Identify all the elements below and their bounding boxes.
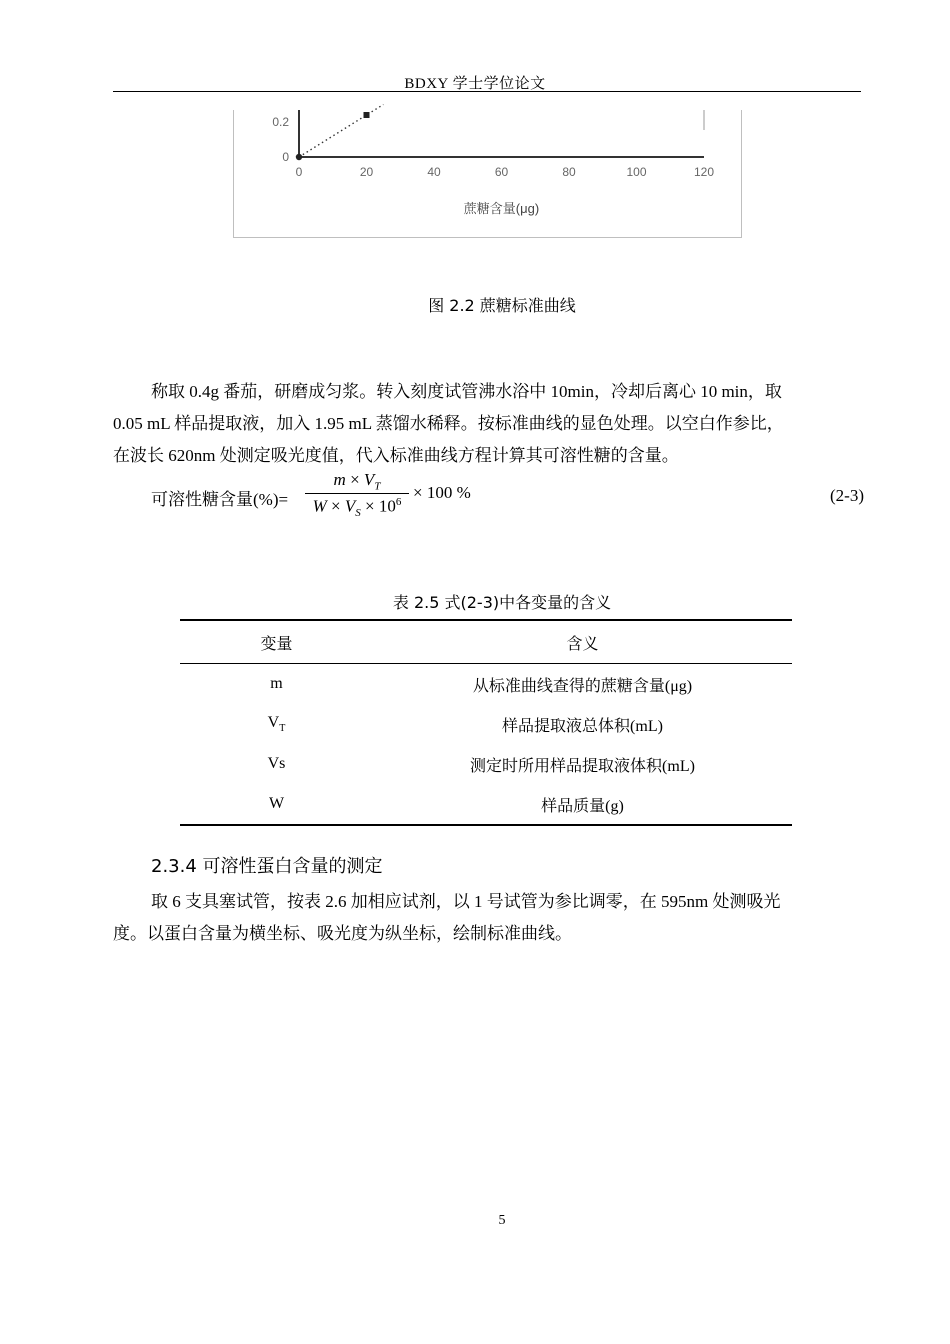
paragraph-protein bbox=[113, 886, 873, 950]
y-tick-label: 0 bbox=[282, 150, 289, 164]
x-tick-label: 80 bbox=[562, 165, 576, 179]
formula-operator: × 10 bbox=[360, 496, 396, 516]
paragraph-method bbox=[113, 376, 873, 472]
formula-label: 可溶性糖含量(%)= bbox=[151, 490, 289, 509]
formula-numerator bbox=[305, 470, 409, 492]
table-caption: 表 2.5 式(2-3)中各变量的含义 bbox=[392, 593, 612, 612]
table-cell-meaning: 样品质量(g) bbox=[541, 797, 624, 815]
x-tick-label: 20 bbox=[359, 165, 374, 179]
header-rule bbox=[113, 91, 861, 92]
formula-times-100: × 100 % bbox=[413, 483, 471, 502]
formula-symbol: W bbox=[312, 496, 327, 516]
formula-denominator bbox=[305, 496, 409, 519]
x-tick-label: 60 bbox=[494, 165, 509, 179]
table-row bbox=[180, 664, 792, 704]
table-row bbox=[180, 744, 792, 784]
x-axis-label: 蔗糖含量(μg) bbox=[463, 201, 540, 216]
table-header-row bbox=[180, 621, 792, 663]
x-tick-label: 120 bbox=[693, 165, 715, 179]
equation-number: (2-3) bbox=[830, 486, 864, 505]
fraction-bar bbox=[305, 493, 409, 494]
page-header: BDXY 学士学位论文 bbox=[404, 76, 546, 92]
table-cell-meaning: 从标准曲线查得的蔗糖含量(μg) bbox=[472, 677, 693, 695]
paragraph-line: 在波长 620nm 处测定吸光度值，代入标准曲线方程计算其可溶性糖的含量。 bbox=[113, 446, 679, 465]
paragraph-line: 称取 0.4g 番茄，研磨成匀浆。转入刻度试管沸水浴中 10min，冷却后离心 10 min，取 bbox=[151, 382, 782, 401]
table-cell-variable bbox=[180, 675, 373, 693]
data-point bbox=[364, 112, 370, 118]
paragraph-line: 度。以蛋白含量为横坐标、吸光度为纵坐标，绘制标准曲线。 bbox=[113, 924, 572, 943]
table-header-cell: 含义 bbox=[566, 635, 599, 653]
figure-caption: 图 2.2 蔗糖标准曲线 bbox=[428, 296, 576, 315]
variable-table bbox=[180, 619, 792, 826]
paragraph-line: 取 6 支具塞试管，按表 2.6 加相应试剂，以 1 号试管为参比调零，在 595nm 处测吸光 bbox=[151, 892, 781, 911]
formula-fraction bbox=[305, 470, 409, 519]
variable-subscript: T bbox=[279, 723, 286, 735]
table-cell-variable bbox=[180, 755, 373, 773]
formula-operator: × bbox=[345, 470, 364, 489]
formula-subscript: T bbox=[374, 480, 381, 493]
table-cell-variable bbox=[180, 795, 373, 813]
table-cell-meaning: 样品提取液总体积(mL) bbox=[502, 717, 663, 735]
x-tick-label: 100 bbox=[626, 165, 647, 179]
trend-line bbox=[299, 105, 383, 158]
variable-name: Vs bbox=[267, 755, 286, 772]
table-cell-meaning: 测定时所用样品提取液体积(mL) bbox=[470, 757, 695, 775]
table-row bbox=[180, 704, 792, 744]
formula-symbol: V bbox=[363, 470, 375, 489]
x-tick-label: 40 bbox=[427, 165, 441, 179]
variable-name: W bbox=[268, 795, 285, 812]
page-number: 5 bbox=[498, 1213, 506, 1228]
table-row bbox=[180, 784, 792, 824]
formula-operator: × bbox=[326, 496, 345, 516]
section-heading: 2.3.4 可溶性蛋白含量的测定 bbox=[151, 856, 383, 877]
formula-superscript: 6 bbox=[395, 496, 402, 508]
y-tick-label: 0.2 bbox=[272, 115, 289, 129]
data-point bbox=[296, 154, 302, 160]
formula-symbol: m bbox=[333, 470, 346, 489]
sucrose-standard-curve-chart bbox=[233, 100, 743, 240]
variable-name: m bbox=[270, 675, 283, 692]
formula-symbol: V bbox=[344, 496, 356, 516]
table-header-cell: 变量 bbox=[260, 635, 293, 653]
table-cell-variable bbox=[180, 714, 373, 734]
variable-name: V bbox=[267, 713, 280, 731]
formula-subscript: S bbox=[355, 507, 361, 520]
paragraph-line: 0.05 mL 样品提取液，加入 1.95 mL 蒸馏水稀释。按标准曲线的显色处理。以空白作参比， bbox=[113, 414, 784, 433]
x-tick-label: 0 bbox=[295, 165, 303, 179]
table-bottom-rule bbox=[180, 824, 792, 826]
